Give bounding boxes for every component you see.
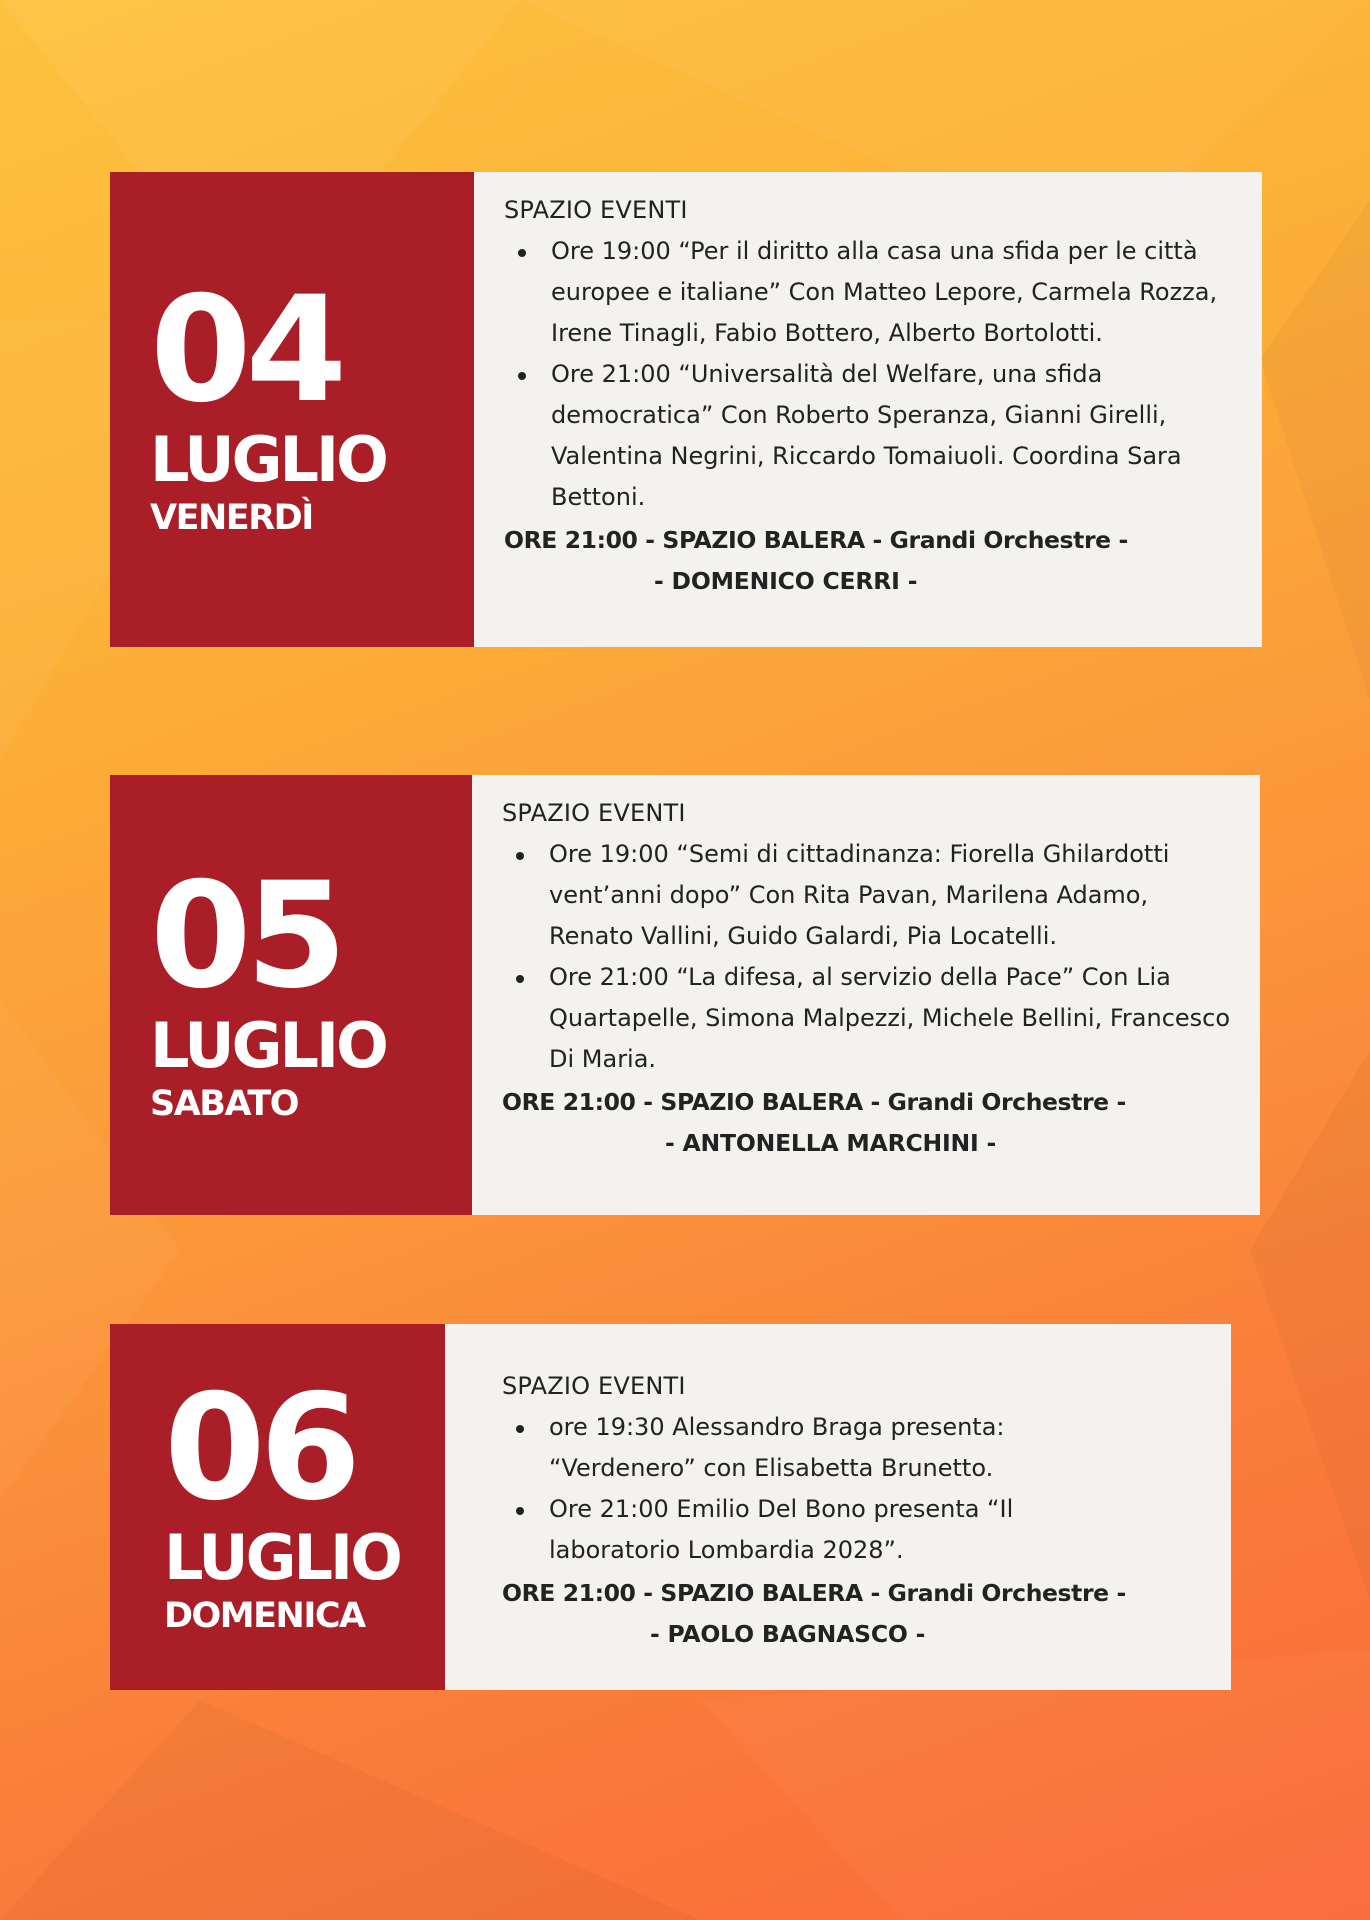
artist-name: - DOMENICO CERRI -	[654, 567, 918, 595]
artist-name: - ANTONELLA MARCHINI -	[665, 1129, 997, 1157]
section-title: SPAZIO EVENTI	[502, 799, 686, 827]
weekday-label: SABATO	[150, 1083, 298, 1124]
events-panel	[472, 775, 1260, 1215]
balera-line: ORE 21:00 - SPAZIO BALERA - Grandi Orchestre -	[502, 1088, 1126, 1116]
day-number: 05	[150, 850, 342, 1021]
day-card-05	[110, 775, 1260, 1215]
artist-name: - PAOLO BAGNASCO -	[650, 1620, 926, 1648]
weekday-label: DOMENICA	[164, 1595, 365, 1636]
weekday-label: VENERDÌ	[150, 498, 313, 539]
events-list	[504, 231, 1242, 518]
month-label: LUGLIO	[150, 1008, 386, 1082]
events-list	[502, 1407, 1062, 1571]
date-block	[110, 1324, 445, 1690]
event-item: ore 19:30 Alessandro Braga presenta: “Verdenero” con Elisabetta Brunetto.	[502, 1407, 1062, 1489]
balera-line: ORE 21:00 - SPAZIO BALERA - Grandi Orchestre -	[502, 1579, 1126, 1607]
events-list	[502, 834, 1240, 1080]
day-number: 04	[150, 265, 342, 436]
date-block	[110, 775, 472, 1215]
section-title: SPAZIO EVENTI	[502, 1372, 686, 1400]
month-label: LUGLIO	[164, 1520, 400, 1594]
event-item: Ore 21:00 “La difesa, al servizio della Pace” Con Lia Quartapelle, Simona Malpezzi, Michele Bellini, Francesco Di Maria.	[502, 957, 1240, 1080]
event-item: Ore 21:00 Emilio Del Bono presenta “Il laboratorio Lombardia 2028”.	[502, 1489, 1062, 1571]
section-title: SPAZIO EVENTI	[504, 196, 688, 224]
day-card-06	[110, 1324, 1231, 1690]
day-card-04	[110, 172, 1262, 647]
event-item: Ore 19:00 “Semi di cittadinanza: Fiorella Ghilardotti vent’anni dopo” Con Rita Pavan, Marilena Adamo, Renato Vallini, Guido Galardi, Pia Locatelli.	[502, 834, 1240, 957]
events-panel	[445, 1324, 1231, 1690]
day-number: 06	[164, 1362, 356, 1533]
events-panel	[474, 172, 1262, 647]
event-item: Ore 19:00 “Per il diritto alla casa una sfida per le città europee e italiane” Con Matteo Lepore, Carmela Rozza, Irene Tinagli, Fabio Bottero, Alberto Bortolotti.	[504, 231, 1242, 354]
balera-line: ORE 21:00 - SPAZIO BALERA - Grandi Orchestre -	[504, 526, 1128, 554]
event-item: Ore 21:00 “Universalità del Welfare, una sfida democratica” Con Roberto Speranza, Gianni Girelli, Valentina Negrini, Riccardo Tomaiuoli. Coordina Sara Bettoni.	[504, 354, 1242, 518]
month-label: LUGLIO	[150, 423, 386, 497]
date-block	[110, 172, 474, 647]
